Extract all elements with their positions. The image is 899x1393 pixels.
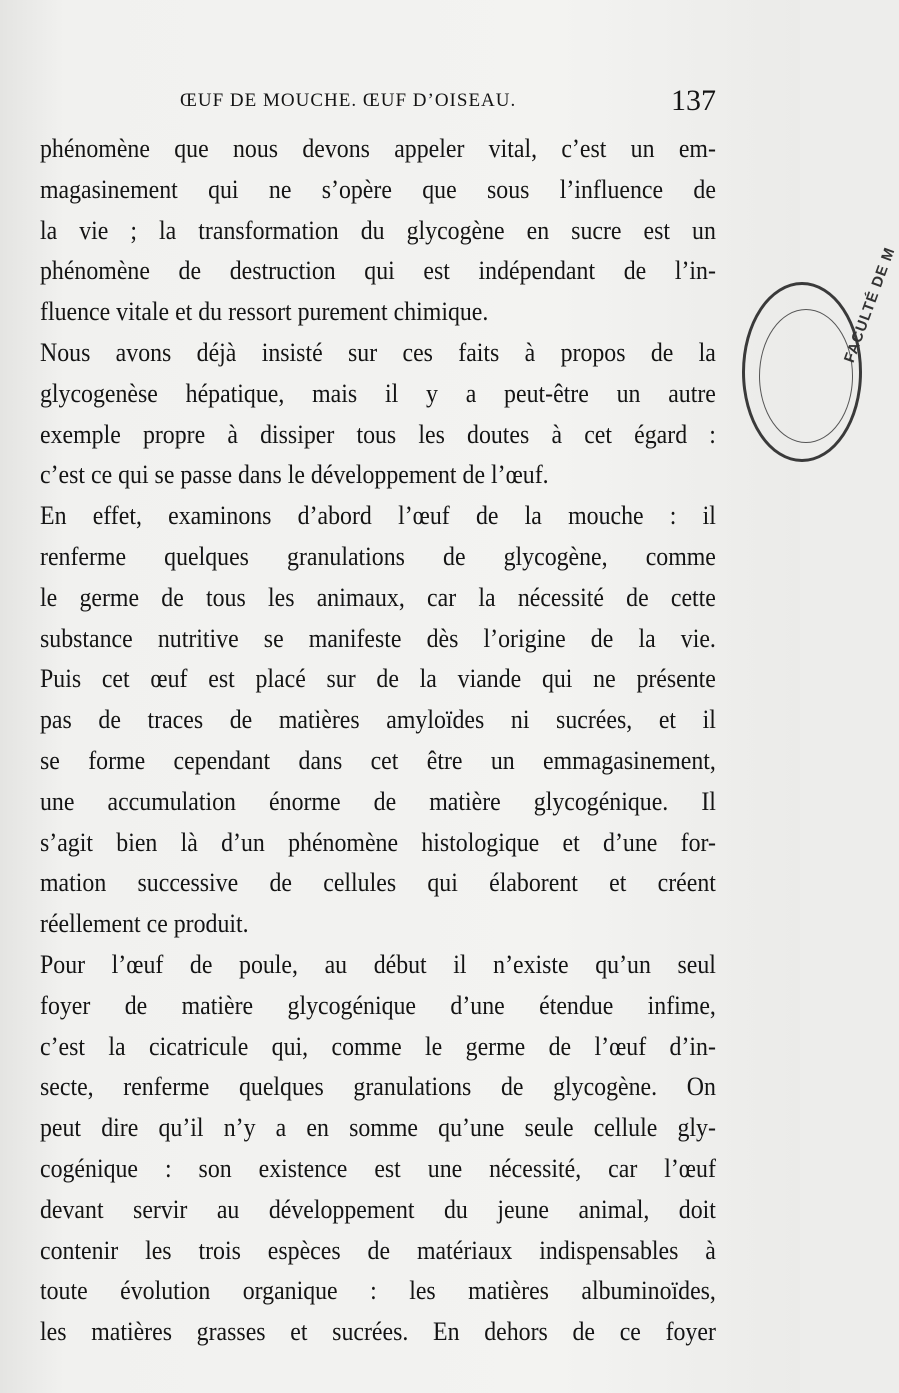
running-title: ŒUF DE MOUCHE. ŒUF D’OISEAU. bbox=[180, 90, 517, 111]
text-line: se forme cependant dans cet être un emmagasinement, bbox=[40, 744, 716, 775]
text-line: le germe de tous les animaux, car la nécessité de cette bbox=[40, 581, 716, 612]
text-line: une accumulation énorme de matière glycogénique. Il bbox=[40, 785, 716, 816]
text-line: Nous avons déjà insisté sur ces faits à propos de la bbox=[40, 336, 716, 367]
text-line: foyer de matière glycogénique d’une étendue infime, bbox=[40, 989, 716, 1020]
text-line: contenir les trois espèces de matériaux indispensables à bbox=[40, 1234, 716, 1265]
text-line: pas de traces de matières amyloïdes ni sucrées, et il bbox=[40, 704, 716, 735]
text-line: mation successive de cellules qui élaborent et créent bbox=[40, 867, 716, 898]
stamp-label: FACULTÉ DE M bbox=[840, 244, 899, 366]
text-line: En effet, examinons d’abord l’œuf de la mouche : il bbox=[40, 500, 716, 531]
text-line: s’agit bien là d’un phénomène histologique et d’une for- bbox=[40, 826, 716, 857]
text-line: phénomène de destruction qui est indépendant de l’in- bbox=[40, 255, 716, 286]
text-line: Pour l’œuf de poule, au début il n’existe qu’un seul bbox=[40, 948, 716, 979]
text-line: devant servir au développement du jeune animal, doit bbox=[40, 1193, 716, 1224]
text-line: toute évolution organique : les matières albuminoïdes, bbox=[40, 1275, 716, 1306]
stamp-inner-ring bbox=[759, 309, 853, 443]
text-line: exemple propre à dissiper tous les doutes à cet égard : bbox=[40, 418, 716, 449]
text-line: c’est ce qui se passe dans le développement de l’œuf. bbox=[40, 459, 549, 490]
text-line: les matières grasses et sucrées. En dehors de ce foyer bbox=[40, 1316, 716, 1347]
text-line: réellement ce produit. bbox=[40, 908, 249, 939]
text-line: magasinement qui ne s’opère que sous l’influence de bbox=[40, 173, 716, 204]
running-head bbox=[40, 84, 716, 118]
text-line: la vie ; la transformation du glycogène en sucre est un bbox=[40, 214, 716, 245]
text-line: cogénique : son existence est une nécessité, car l’œuf bbox=[40, 1152, 716, 1183]
text-line: c’est la cicatricule qui, comme le germe de l’œuf d’in- bbox=[40, 1030, 716, 1061]
text-line: substance nutritive se manifeste dès l’origine de la vie. bbox=[40, 622, 716, 653]
text-line: secte, renferme quelques granulations de glycogène. On bbox=[40, 1071, 716, 1102]
text-line: phénomène que nous devons appeler vital, c’est un em- bbox=[40, 133, 716, 163]
text-line: peut dire qu’il n’y a en somme qu’une seule cellule gly- bbox=[40, 1112, 716, 1143]
text-line: fluence vitale et du ressort purement chimique. bbox=[40, 296, 489, 327]
text-line: Puis cet œuf est placé sur de la viande qui ne présente bbox=[40, 663, 716, 694]
library-stamp bbox=[742, 244, 899, 462]
page-number: 137 bbox=[671, 84, 716, 117]
body-text bbox=[40, 128, 716, 1352]
text-line: renferme quelques granulations de glycogène, comme bbox=[40, 540, 716, 571]
text-line: glycogenèse hépatique, mais il y a peut-être un autre bbox=[40, 377, 716, 408]
